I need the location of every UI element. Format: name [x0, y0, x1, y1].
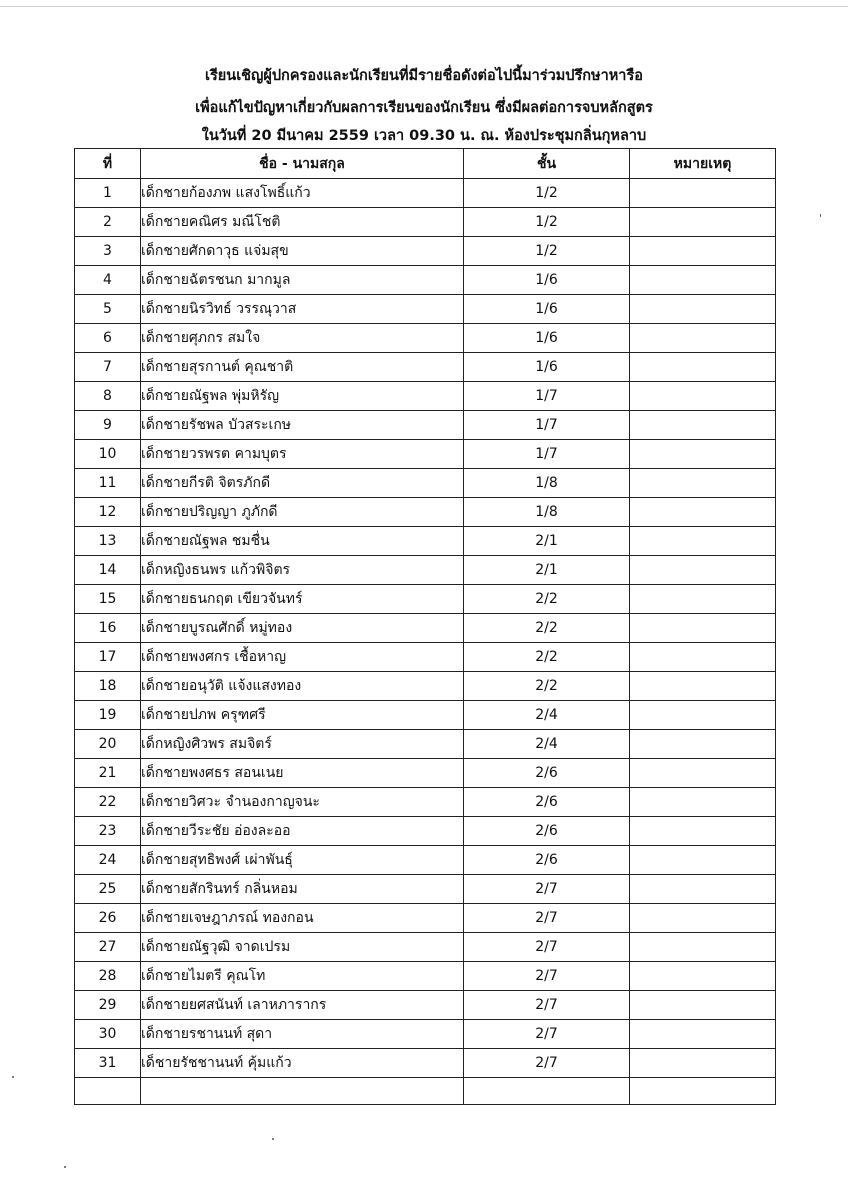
table-row: [75, 469, 776, 498]
student-name: เด็กชายณัฐพล พุ่มหิรัญ: [141, 382, 464, 411]
student-note: [630, 672, 776, 701]
row-number: 27: [75, 933, 141, 962]
student-name: เด็กชายศุภกร สมใจ: [141, 324, 464, 353]
student-name: เด็กชายฉัตรชนก มากมูล: [141, 266, 464, 295]
student-note: [630, 1049, 776, 1078]
page-top-edge-line: [0, 6, 848, 7]
student-note: [630, 469, 776, 498]
table-row: [75, 701, 776, 730]
row-number: 25: [75, 875, 141, 904]
student-note: [630, 208, 776, 237]
student-class: 1/6: [464, 266, 630, 295]
table-row: [75, 759, 776, 788]
scan-speck: [820, 214, 821, 217]
table-row: [75, 324, 776, 353]
student-class: 2/6: [464, 846, 630, 875]
student-class: 2/7: [464, 904, 630, 933]
scan-speck: [272, 1138, 274, 1140]
student-name: เด็กหญิงธนพร แก้วพิจิตร: [141, 556, 464, 585]
table-row: [75, 411, 776, 440]
row-number: 21: [75, 759, 141, 788]
row-number: 30: [75, 1020, 141, 1049]
student-note: [630, 324, 776, 353]
row-number: 18: [75, 672, 141, 701]
student-name: เด็กชายสุรกานต์ คุณชาติ: [141, 353, 464, 382]
student-class: 2/7: [464, 962, 630, 991]
student-note: [630, 179, 776, 208]
student-class: 2/7: [464, 875, 630, 904]
empty-cell: [464, 1078, 630, 1105]
student-name: เด็กชายณัฐวุฒิ จาดเปรม: [141, 933, 464, 962]
student-name: เด็กชายพงศธร สอนเนย: [141, 759, 464, 788]
row-number: 23: [75, 817, 141, 846]
student-note: [630, 904, 776, 933]
student-name: เด็กชายคณิศร มณีโชติ: [141, 208, 464, 237]
student-name: เด็กชายกีรติ จิตรภักดี: [141, 469, 464, 498]
student-class: 1/7: [464, 440, 630, 469]
student-class: 1/2: [464, 179, 630, 208]
student-class: 1/8: [464, 498, 630, 527]
table-row: [75, 730, 776, 759]
row-number: 16: [75, 614, 141, 643]
heading-line-1: เรียนเชิญผู้ปกครองและนักเรียนที่มีรายชื่อดังต่อไปนี้มาร่วมปรึกษาหารือ: [205, 68, 643, 84]
student-class: 1/2: [464, 208, 630, 237]
table-row: [75, 208, 776, 237]
table-row: [75, 1049, 776, 1078]
student-class: 2/7: [464, 1020, 630, 1049]
column-header-name: ชื่อ - นามสกุล: [141, 149, 464, 179]
student-class: 1/6: [464, 324, 630, 353]
row-number: 29: [75, 991, 141, 1020]
student-class: 2/6: [464, 788, 630, 817]
row-number: 22: [75, 788, 141, 817]
row-number: 13: [75, 527, 141, 556]
table-row: [75, 498, 776, 527]
empty-cell: [75, 1078, 141, 1105]
student-name: เด็กชายยศสนันท์ เลาหภารากร: [141, 991, 464, 1020]
row-number: 17: [75, 643, 141, 672]
row-number: 31: [75, 1049, 141, 1078]
student-note: [630, 730, 776, 759]
row-number: 10: [75, 440, 141, 469]
student-name: เด็กชายณัฐพล ชมชื่น: [141, 527, 464, 556]
table-row: [75, 1020, 776, 1049]
row-number: 24: [75, 846, 141, 875]
student-note: [630, 1020, 776, 1049]
table-row: [75, 904, 776, 933]
row-number: 26: [75, 904, 141, 933]
table-row: [75, 295, 776, 324]
student-name: เด็กหญิงศิวพร สมจิตร์: [141, 730, 464, 759]
row-number: 12: [75, 498, 141, 527]
column-header-class: ชั้น: [464, 149, 630, 179]
row-number: 15: [75, 585, 141, 614]
student-note: [630, 933, 776, 962]
student-note: [630, 701, 776, 730]
student-name: เด็กชายวรพรต คามบุตร: [141, 440, 464, 469]
table-row: [75, 614, 776, 643]
table-row: [75, 353, 776, 382]
student-name: เด็กชายเจษฎาภรณ์ ทองกอน: [141, 904, 464, 933]
student-class: 2/2: [464, 643, 630, 672]
student-name: เด็กชายปภพ ครุฑศรี: [141, 701, 464, 730]
row-number: 14: [75, 556, 141, 585]
student-name: เด็กชายวิศวะ จำนองกาญจนะ: [141, 788, 464, 817]
student-name: เด็กชายไมตรี คุณโท: [141, 962, 464, 991]
student-note: [630, 556, 776, 585]
student-note: [630, 614, 776, 643]
row-number: 8: [75, 382, 141, 411]
table-row: [75, 266, 776, 295]
student-name: เด็ชายรัชชานนท์ คุ้มแก้ว: [141, 1049, 464, 1078]
table-header-row: [75, 149, 776, 179]
student-note: [630, 788, 776, 817]
row-number: 28: [75, 962, 141, 991]
table-row: [75, 991, 776, 1020]
row-number: 9: [75, 411, 141, 440]
student-name: เด็กชายปริญญา ภูภักดี: [141, 498, 464, 527]
row-number: 4: [75, 266, 141, 295]
table-row: [75, 933, 776, 962]
table-row: [75, 585, 776, 614]
student-note: [630, 875, 776, 904]
student-roster-table: [74, 148, 776, 1105]
table-row: [75, 237, 776, 266]
student-class: 2/4: [464, 730, 630, 759]
student-name: เด็กชายสักรินทร์ กลิ่นหอม: [141, 875, 464, 904]
student-class: 2/2: [464, 614, 630, 643]
student-note: [630, 498, 776, 527]
student-note: [630, 991, 776, 1020]
student-class: 2/2: [464, 585, 630, 614]
student-class: 1/7: [464, 382, 630, 411]
student-class: 1/2: [464, 237, 630, 266]
table-row: [75, 846, 776, 875]
table-row: [75, 788, 776, 817]
student-class: 2/7: [464, 991, 630, 1020]
student-class: 2/4: [464, 701, 630, 730]
student-name: เด็กชายวีระชัย อ่องละออ: [141, 817, 464, 846]
student-note: [630, 237, 776, 266]
table-row: [75, 817, 776, 846]
student-class: 1/6: [464, 295, 630, 324]
student-name: เด็กชายสุทธิพงศ์ เผ่าพันธุ์: [141, 846, 464, 875]
table-row: [75, 440, 776, 469]
column-header-note: หมายเหตุ: [630, 149, 776, 179]
student-name: เด็กชายศักดาวุธ แจ่มสุข: [141, 237, 464, 266]
student-name: เด็กชายก้องภพ แสงโพธิ์แก้ว: [141, 179, 464, 208]
student-class: 1/7: [464, 411, 630, 440]
row-number: 19: [75, 701, 141, 730]
column-header-number: ที่: [75, 149, 141, 179]
student-note: [630, 411, 776, 440]
student-class: 1/6: [464, 353, 630, 382]
heading-line-2: เพื่อแก้ไขปัญหาเกี่ยวกับผลการเรียนของนักเรียน ซึ่งมีผลต่อการจบหลักสูตร: [195, 100, 653, 116]
table-row: [75, 179, 776, 208]
student-class: 2/7: [464, 1049, 630, 1078]
student-note: [630, 846, 776, 875]
student-note: [630, 266, 776, 295]
student-name: เด็กชายพงศกร เชื้อหาญ: [141, 643, 464, 672]
table-row: [75, 382, 776, 411]
student-class: 2/7: [464, 933, 630, 962]
row-number: 11: [75, 469, 141, 498]
student-class: 2/6: [464, 817, 630, 846]
table-row: [75, 643, 776, 672]
heading-line-3: ในวันที่ 20 มีนาคม 2559 เวลา 09.30 น. ณ. ห้องประชุมกลิ่นกุหลาบ: [201, 128, 647, 144]
student-note: [630, 962, 776, 991]
table-body: [75, 179, 776, 1105]
student-class: 2/1: [464, 556, 630, 585]
student-class: 2/6: [464, 759, 630, 788]
student-note: [630, 440, 776, 469]
table-row: [75, 527, 776, 556]
empty-table-row: [75, 1078, 776, 1105]
student-note: [630, 643, 776, 672]
student-name: เด็กชายรัชพล บัวสระเกษ: [141, 411, 464, 440]
student-name: เด็กชายบูรณศักดิ์ หมู่ทอง: [141, 614, 464, 643]
table-row: [75, 875, 776, 904]
row-number: 2: [75, 208, 141, 237]
student-class: 2/1: [464, 527, 630, 556]
student-note: [630, 585, 776, 614]
empty-cell: [141, 1078, 464, 1105]
student-class: 2/2: [464, 672, 630, 701]
scan-speck: [12, 1076, 14, 1078]
row-number: 20: [75, 730, 141, 759]
row-number: 5: [75, 295, 141, 324]
table-row: [75, 672, 776, 701]
scan-speck: [64, 1166, 66, 1168]
row-number: 1: [75, 179, 141, 208]
student-note: [630, 527, 776, 556]
table-row: [75, 962, 776, 991]
student-note: [630, 295, 776, 324]
row-number: 3: [75, 237, 141, 266]
student-name: เด็กชายรชานนท์ สุดา: [141, 1020, 464, 1049]
student-class: 1/8: [464, 469, 630, 498]
student-note: [630, 817, 776, 846]
student-name: เด็กชายธนกฤต เขียวจันทร์: [141, 585, 464, 614]
student-note: [630, 759, 776, 788]
table-row: [75, 556, 776, 585]
student-note: [630, 382, 776, 411]
empty-cell: [630, 1078, 776, 1105]
student-name: เด็กชายนิรวิทธ์ วรรณุวาส: [141, 295, 464, 324]
student-note: [630, 353, 776, 382]
student-name: เด็กชายอนุวัติ แจ้งแสงทอง: [141, 672, 464, 701]
row-number: 7: [75, 353, 141, 382]
row-number: 6: [75, 324, 141, 353]
